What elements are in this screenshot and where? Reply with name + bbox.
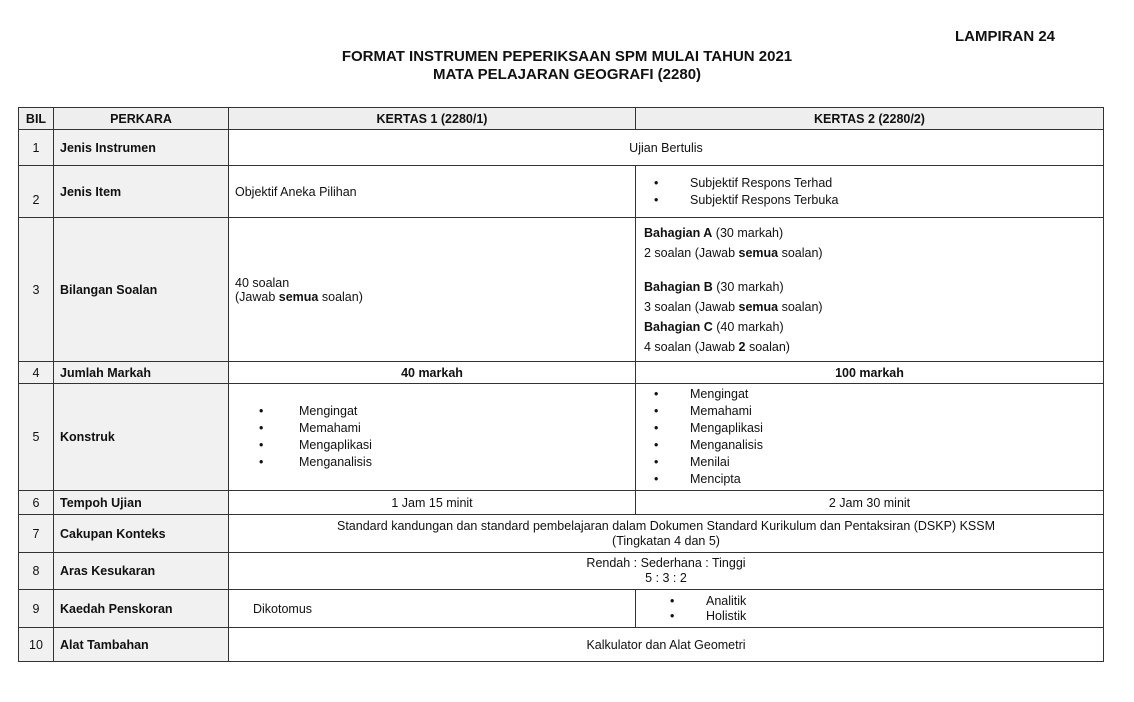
table-row — [19, 166, 1104, 218]
question-count: 40 soalan — [235, 275, 290, 290]
table-row — [19, 590, 1104, 628]
appendix-label: LAMPIRAN 24 — [955, 28, 1056, 45]
list-item: • Holistik — [670, 609, 1097, 624]
header-kertas1: KERTAS 1 (2280/1) — [229, 108, 636, 130]
list-item: • Menganalisis — [259, 454, 629, 471]
section-c: Bahagian C (40 markah) — [644, 319, 784, 334]
table-header — [19, 108, 1104, 130]
section-b-instruction: 3 soalan (Jawab semua soalan) — [644, 299, 823, 314]
row-label: Alat Tambahan — [54, 628, 229, 662]
table-row — [19, 218, 1104, 362]
k2-total-marks: 100 markah — [636, 362, 1104, 384]
table-row — [19, 130, 1104, 166]
context-coverage — [229, 515, 1104, 553]
list-item: • Analitik — [670, 594, 1097, 609]
row-number: 7 — [19, 515, 54, 553]
difficulty-labels: Rendah : Sederhana : Tinggi — [586, 556, 746, 570]
row-label: Jenis Instrumen — [54, 130, 229, 166]
header-bil: BIL — [19, 108, 54, 130]
list-item: • Memahami — [654, 403, 1097, 420]
row-label: Tempoh Ujian — [54, 491, 229, 515]
table-row — [19, 553, 1104, 590]
k2-duration: 2 Jam 30 minit — [636, 491, 1104, 515]
title-line-2: MATA PELAJARAN GEOGRAFI (2280) — [432, 66, 702, 83]
table-row — [19, 491, 1104, 515]
section-b: Bahagian B (30 markah) — [644, 279, 784, 294]
k2-item-type — [636, 166, 1104, 218]
table-row — [19, 384, 1104, 491]
row-number: 10 — [19, 628, 54, 662]
row-number: 6 — [19, 491, 54, 515]
table-row — [19, 628, 1104, 662]
list-item: • Menganalisis — [654, 437, 1097, 454]
list-item: • Menilai — [654, 454, 1097, 471]
k2-construct — [636, 384, 1104, 491]
row-label: Jenis Item — [54, 166, 229, 218]
title-line-1: FORMAT INSTRUMEN PEPERIKSAAN SPM MULAI TAHUN 2021 — [341, 48, 793, 65]
format-table — [18, 107, 1104, 662]
list-item: • Mengingat — [654, 386, 1097, 403]
row-label: Bilangan Soalan — [54, 218, 229, 362]
header-perkara: PERKARA — [54, 108, 229, 130]
list-item: • Mengaplikasi — [259, 437, 629, 454]
list-item: • Mencipta — [654, 471, 1097, 488]
row-number: 1 — [19, 130, 54, 166]
k1-duration: 1 Jam 15 minit — [229, 491, 636, 515]
k1-construct — [229, 384, 636, 491]
instrument-type: Ujian Bertulis — [229, 130, 1104, 166]
document-title — [0, 48, 1134, 84]
section-a-instruction: 2 soalan (Jawab semua soalan) — [644, 245, 823, 260]
row-number: 8 — [19, 553, 54, 590]
section-c-instruction: 4 soalan (Jawab 2 soalan) — [644, 339, 790, 354]
row-number: 4 — [19, 362, 54, 384]
additional-tools: Kalkulator dan Alat Geometri — [229, 628, 1104, 662]
answer-instruction: (Jawab semua soalan) — [235, 289, 363, 304]
row-number: 3 — [19, 218, 54, 362]
list-item: • Mengingat — [259, 403, 629, 420]
row-label: Konstruk — [54, 384, 229, 491]
k1-scoring: Dikotomus — [229, 590, 636, 628]
k2-scoring — [636, 590, 1104, 628]
difficulty-level — [229, 553, 1104, 590]
row-label: Aras Kesukaran — [54, 553, 229, 590]
list-item: • Memahami — [259, 420, 629, 437]
difficulty-ratio: 5 : 3 : 2 — [645, 571, 687, 585]
row-number: 9 — [19, 590, 54, 628]
list-item: • Subjektif Respons Terbuka — [654, 192, 1097, 209]
row-label: Kaedah Penskoran — [54, 590, 229, 628]
k1-item-type: Objektif Aneka Pilihan — [229, 166, 636, 218]
row-label: Jumlah Markah — [54, 362, 229, 384]
k1-total-marks: 40 markah — [229, 362, 636, 384]
row-label: Cakupan Konteks — [54, 515, 229, 553]
context-line-1: Standard kandungan dan standard pembelajaran dalam Dokumen Standard Kurikulum dan Pentaksiran (DSKP) KSSM — [336, 518, 996, 533]
list-item: • Subjektif Respons Terhad — [654, 175, 1097, 192]
table-row — [19, 515, 1104, 553]
k1-question-count — [229, 218, 636, 362]
table-row — [19, 362, 1104, 384]
header-kertas2: KERTAS 2 (2280/2) — [636, 108, 1104, 130]
context-line-2: (Tingkatan 4 dan 5) — [612, 533, 720, 548]
section-a: Bahagian A (30 markah) — [644, 225, 784, 240]
list-item: • Mengaplikasi — [654, 420, 1097, 437]
row-number: 5 — [19, 384, 54, 491]
k2-question-count — [636, 218, 1104, 362]
row-number: 2 — [19, 166, 54, 218]
